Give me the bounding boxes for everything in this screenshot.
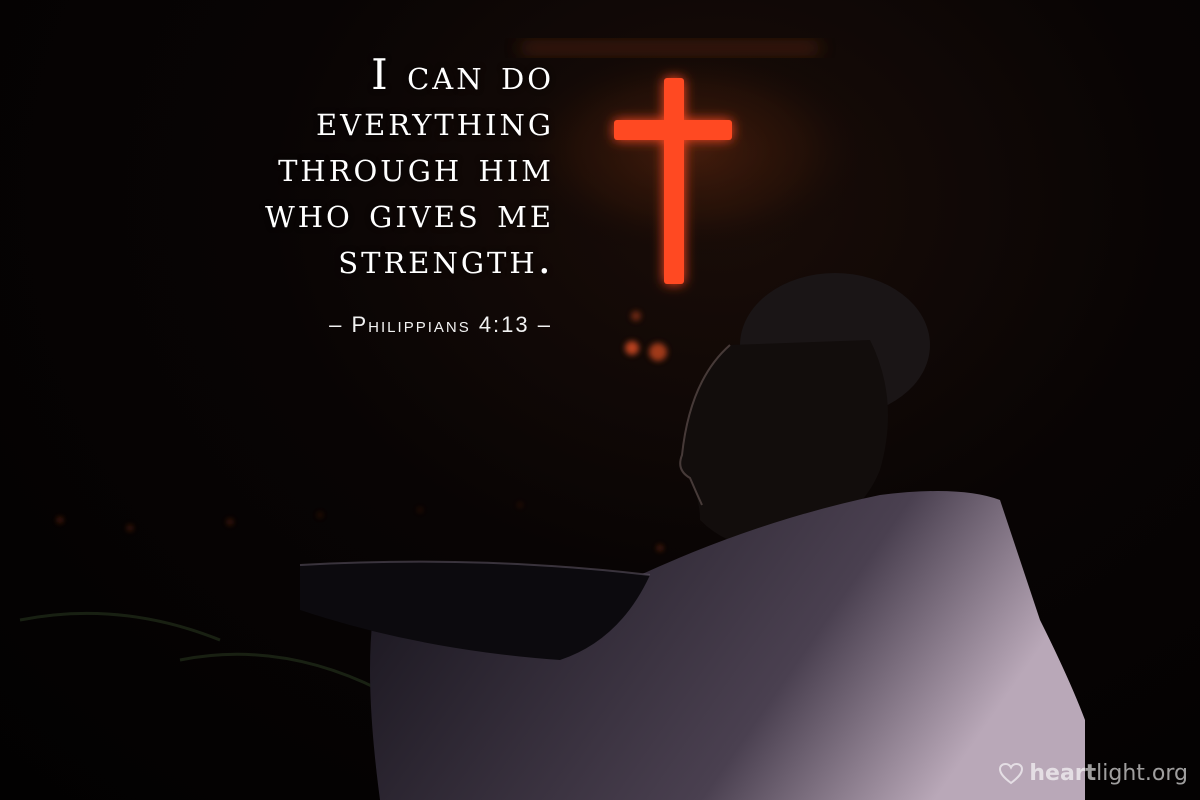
verse-line: who gives me (264, 188, 554, 237)
watermark-bold: heart (1029, 761, 1097, 786)
verse-text (34, 52, 554, 282)
heart-icon (999, 763, 1023, 785)
light-halo (500, 40, 880, 260)
verse-line: everything (316, 96, 554, 145)
watermark-logo (999, 761, 1188, 786)
person-silhouette (300, 273, 1085, 800)
bokeh-lights (57, 311, 667, 551)
verse-line: I can do (371, 50, 554, 99)
verse-line: through him (278, 142, 554, 191)
verse-reference: – Philippians 4:13 – (329, 312, 552, 337)
watermark-light: light.org (1096, 761, 1188, 786)
verse-line: strength. (338, 234, 554, 283)
